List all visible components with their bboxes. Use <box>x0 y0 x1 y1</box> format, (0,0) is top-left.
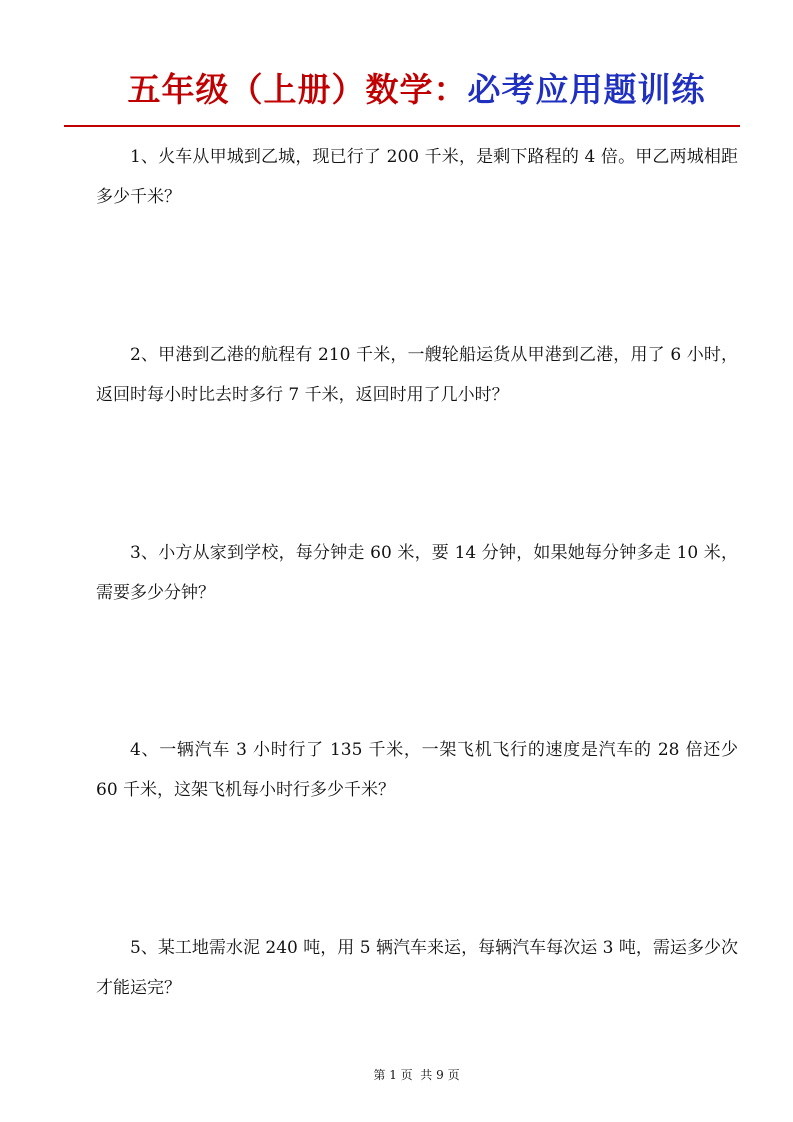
question-5: 5、某工地需水泥 240 吨，用 5 辆汽车来运，每辆汽车每次运 3 吨，需运多少次才能运完？ <box>96 938 738 998</box>
title-divider <box>64 125 740 127</box>
page-title <box>0 64 793 111</box>
title-grade-part: 五年级（上册）数学： <box>127 70 468 109</box>
title-topic-part: 必考应用题训练 <box>467 70 706 109</box>
question-2: 2、甲港到乙港的航程有 210 千米，一艘轮船运货从甲港到乙港，用了 6 小时，返回时每小时比去时多行 7 千米，返回时用了几小时？ <box>96 345 738 405</box>
page-number-footer: 第 1 页 共 9 页 <box>373 1068 460 1082</box>
question-3: 3、小方从家到学校，每分钟走 60 米，要 14 分钟，如果她每分钟多走 10 米，需要多少分钟？ <box>96 543 738 603</box>
question-4: 4、一辆汽车 3 小时行了 135 千米，一架飞机飞行的速度是汽车的 28 倍还少 60 千米，这架飞机每小时行多少千米？ <box>96 740 738 800</box>
question-1: 1、火车从甲城到乙城，现已行了 200 千米，是剩下路程的 4 倍。甲乙两城相距多少千米？ <box>96 147 738 207</box>
